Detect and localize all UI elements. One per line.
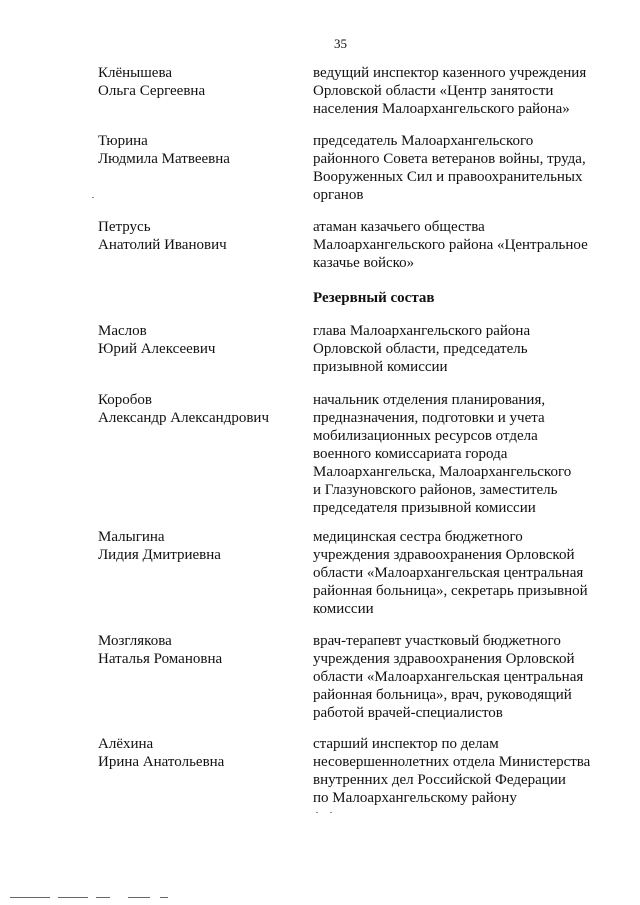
role-line: населения Малоархангельского района» [313, 101, 570, 117]
page-number: 35 [334, 36, 347, 51]
member-name [98, 528, 298, 564]
role-line: районная больница», секретарь призывной [313, 583, 588, 599]
member-name [98, 64, 298, 100]
role-line: районного Совета ветеранов войны, труда, [313, 151, 586, 167]
role-line: казачье войско» [313, 255, 415, 271]
role-line: области «Малоархангельская центральная [313, 669, 584, 685]
role-line: несовершеннолетних отдела Министерства [313, 754, 591, 770]
role-line: ведущий инспектор казенного учреждения [313, 65, 587, 81]
scan-speck [330, 812, 332, 813]
role-line: старший инспектор по делам [313, 736, 499, 752]
role-line: председатель Малоархангельского [313, 133, 534, 149]
scan-speck [92, 197, 94, 198]
member-given-names: Людмила Матвеевна [98, 151, 230, 167]
role-line: органов [313, 187, 364, 203]
scan-edge-mark [58, 897, 88, 898]
member-name [98, 735, 298, 771]
member-role [313, 735, 613, 807]
member-name [98, 632, 298, 668]
member-given-names: Наталья Романовна [98, 651, 223, 667]
role-line: мобилизационных ресурсов отдела [313, 428, 538, 444]
member-surname: Тюрина [98, 133, 148, 149]
role-line: комиссии [313, 601, 374, 617]
role-line: военного комиссариата города [313, 446, 508, 462]
member-surname: Коробов [98, 392, 152, 408]
member-surname: Петрусь [98, 219, 151, 235]
role-line: области «Малоархангельская центральная [313, 565, 584, 581]
reserve-section-heading: Резервный состав [313, 290, 435, 306]
member-name [98, 218, 298, 254]
member-given-names: Лидия Дмитриевна [98, 547, 221, 563]
member-surname: Маслов [98, 323, 147, 339]
member-name [98, 322, 298, 358]
role-line: медицинская сестра бюджетного [313, 529, 523, 545]
member-given-names: Ольга Сергеевна [98, 83, 206, 99]
member-role [313, 391, 613, 517]
role-line: работой врачей-специалистов [313, 705, 503, 721]
role-line: внутренних дел Российской Федерации [313, 772, 566, 788]
member-surname: Клёнышева [98, 65, 173, 81]
member-surname: Мозглякова [98, 633, 172, 649]
role-line: Орловской области, председатель [313, 341, 528, 357]
member-role [313, 322, 613, 376]
role-line: учреждения здравоохранения Орловской [313, 651, 575, 667]
scan-speck [316, 812, 318, 813]
role-line: предназначения, подготовки и учета [313, 410, 545, 426]
member-surname: Алёхина [98, 736, 154, 752]
member-given-names: Юрий Алексеевич [98, 341, 216, 357]
member-surname: Малыгина [98, 529, 165, 545]
member-role [313, 64, 613, 118]
role-line: атаман казачьего общества [313, 219, 485, 235]
role-line: учреждения здравоохранения Орловской [313, 547, 575, 563]
role-line: глава Малоархангельского района [313, 323, 531, 339]
member-given-names: Александр Александрович [98, 410, 269, 426]
role-line: врач-терапевт участковый бюджетного [313, 633, 561, 649]
member-role [313, 528, 613, 618]
role-line: председателя призывной комиссии [313, 500, 536, 516]
member-given-names: Ирина Анатольевна [98, 754, 225, 770]
member-given-names: Анатолий Иванович [98, 237, 227, 253]
role-line: районная больница», врач, руководящий [313, 687, 572, 703]
scan-edge-mark [128, 897, 150, 898]
member-role [313, 632, 613, 722]
role-line: по Малоархангельскому району [313, 790, 517, 806]
member-role [313, 132, 613, 204]
role-line: Вооруженных Сил и правоохранительных [313, 169, 583, 185]
member-name [98, 391, 298, 427]
role-line: Малоархангельского района «Центральное [313, 237, 588, 253]
role-line: Орловской области «Центр занятости [313, 83, 554, 99]
role-line: Малоархангельска, Малоархангельского [313, 464, 572, 480]
scan-edge-mark [160, 897, 168, 898]
member-name [98, 132, 298, 168]
role-line: призывной комиссии [313, 359, 448, 375]
scan-edge-mark [96, 897, 110, 898]
role-line: начальник отделения планирования, [313, 392, 546, 408]
role-line: и Глазуновского районов, заместитель [313, 482, 558, 498]
scan-edge-mark [10, 897, 50, 898]
member-role [313, 218, 613, 272]
